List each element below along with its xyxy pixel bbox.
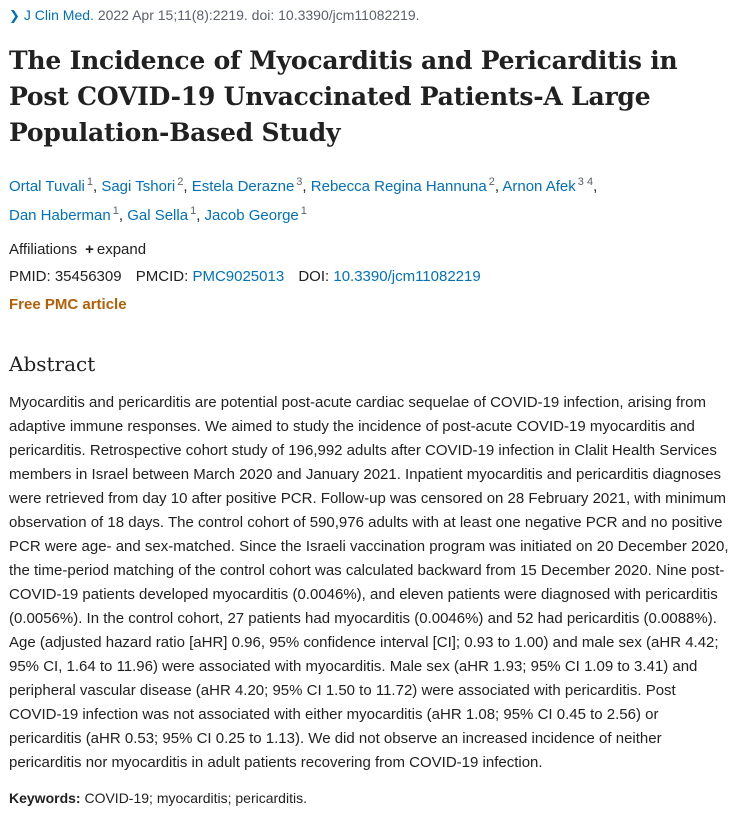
free-pmc-article-badge[interactable]: Free PMC article [9, 296, 127, 313]
author-affiliation-ref[interactable]: 2 [488, 176, 495, 188]
plus-icon: + [85, 241, 94, 258]
author-link[interactable]: Ortal Tuvali [9, 178, 85, 195]
author-link[interactable]: Estela Derazne [191, 178, 295, 195]
keywords-value: COVID-19; myocarditis; pericarditis. [84, 790, 307, 806]
article-page [0, 6, 740, 808]
author-link[interactable]: Gal Sella [127, 207, 189, 224]
author-affiliation-ref[interactable]: 1 [86, 176, 93, 188]
abstract-heading: Abstract [9, 352, 96, 376]
abstract-text: Myocarditis and pericarditis are potential post-acute cardiac sequelae of COVID-19 infection, arising from adaptive immune responses. We aimed to study the incidence of post-acute COVID-19 myocarditis and pericarditis. Retrospective cohort study of 196,992 adults after COVID-19 infection in Clalit Health Services members in Israel between March 2020 and January 2021. Inpatient myocarditis and pericarditis diagnoses were retrieved from day 10 after positive PCR. Follow-up was censored on 28 February 2021, with minimum observation of 18 days. The control cohort of 590,976 adults with at least one negative PCR and no positive PCR were age- and sex-matched. Since the Israeli vaccination program was initiated on 20 December 2020, the time-period matching of the control cohort was calculated backward from 15 December 2020. Nine post-COVID-19 patients developed myocarditis (0.0046%), and eleven patients were diagnosed with pericarditis (0.0056%). In the control cohort, 27 patients had myocarditis (0.0046%) and 52 had pericarditis (0.0088%). Age (adjusted hazard ratio [aHR] 0.96, 95% confidence interval [CI]; 0.93 to 1.00) and male sex (aHR 4.42; 95% CI, 1.64 to 11.96) were associated with myocarditis. Male sex (aHR 1.93; 95% CI 1.09 to 3.41) and peripheral vascular disease (aHR 4.20; 95% CI 1.50 to 11.72) were associated with pericarditis. Post COVID-19 infection was not associated with either myocarditis (aHR 1.08; 95% CI 0.45 to 2.56) or pericarditis (aHR 0.53; 95% CI 0.25 to 1.13). We did not observe an increased incidence of neither pericarditis nor myocarditis in adult patients recovering from COVID-19 infection. [9, 394, 729, 771]
chevron-right-icon[interactable]: ❯ [9, 8, 20, 23]
affiliations-toggle[interactable] [9, 240, 731, 260]
author-affiliation-ref[interactable]: 3 [296, 176, 303, 188]
expand-label: expand [96, 241, 147, 258]
authors-list: Ortal Tuvali $^1$, Sagi Tshori $^2$, Estela Derazne $^3$, Rebecca Regina Hannuna $^2$, Arnon Afek $^{3 4}$, Dan Haberman $^1$, Gal Sella $^1$, Jacob George $^1$ [9, 176, 598, 224]
author-affiliation-ref[interactable]: 1 [300, 205, 307, 217]
affiliations-label: Affiliations [9, 241, 78, 258]
author-affiliation-ref[interactable]: 3 4 [577, 176, 594, 188]
doi-link[interactable]: 10.3390/jcm11082219 [333, 268, 481, 285]
article-title: The Incidence of Myocarditis and Pericarditis in Post COVID-19 Unvaccinated Patients-A Large Population-Based Study [9, 46, 678, 147]
author-affiliation-ref[interactable]: 2 [177, 176, 184, 188]
citation-details: 2022 Apr 15;11(8):2219. doi: 10.3390/jcm11082219. [97, 7, 420, 23]
pmcid-link[interactable]: PMC9025013 [192, 268, 285, 285]
author-affiliation-ref[interactable]: 1 [190, 205, 197, 217]
author-affiliation-ref[interactable]: 1 [112, 205, 119, 217]
doi-label: DOI: [298, 268, 330, 285]
author-link[interactable]: Arnon Afek [502, 178, 576, 195]
keywords [9, 788, 731, 808]
author-link[interactable]: Jacob George [204, 207, 299, 224]
author-link[interactable]: Sagi Tshori [101, 178, 176, 195]
keywords-label: Keywords: [9, 790, 81, 806]
author-link[interactable]: Dan Haberman [9, 207, 111, 224]
journal-link[interactable]: J Clin Med. [23, 7, 94, 23]
pmcid-label: PMCID: [135, 268, 189, 285]
citation-line [9, 6, 731, 25]
author-link[interactable]: Rebecca Regina Hannuna [310, 178, 487, 195]
pmid-value: 35456309 [54, 268, 122, 285]
identifiers [9, 267, 731, 287]
pmid-label: PMID: [9, 268, 51, 285]
